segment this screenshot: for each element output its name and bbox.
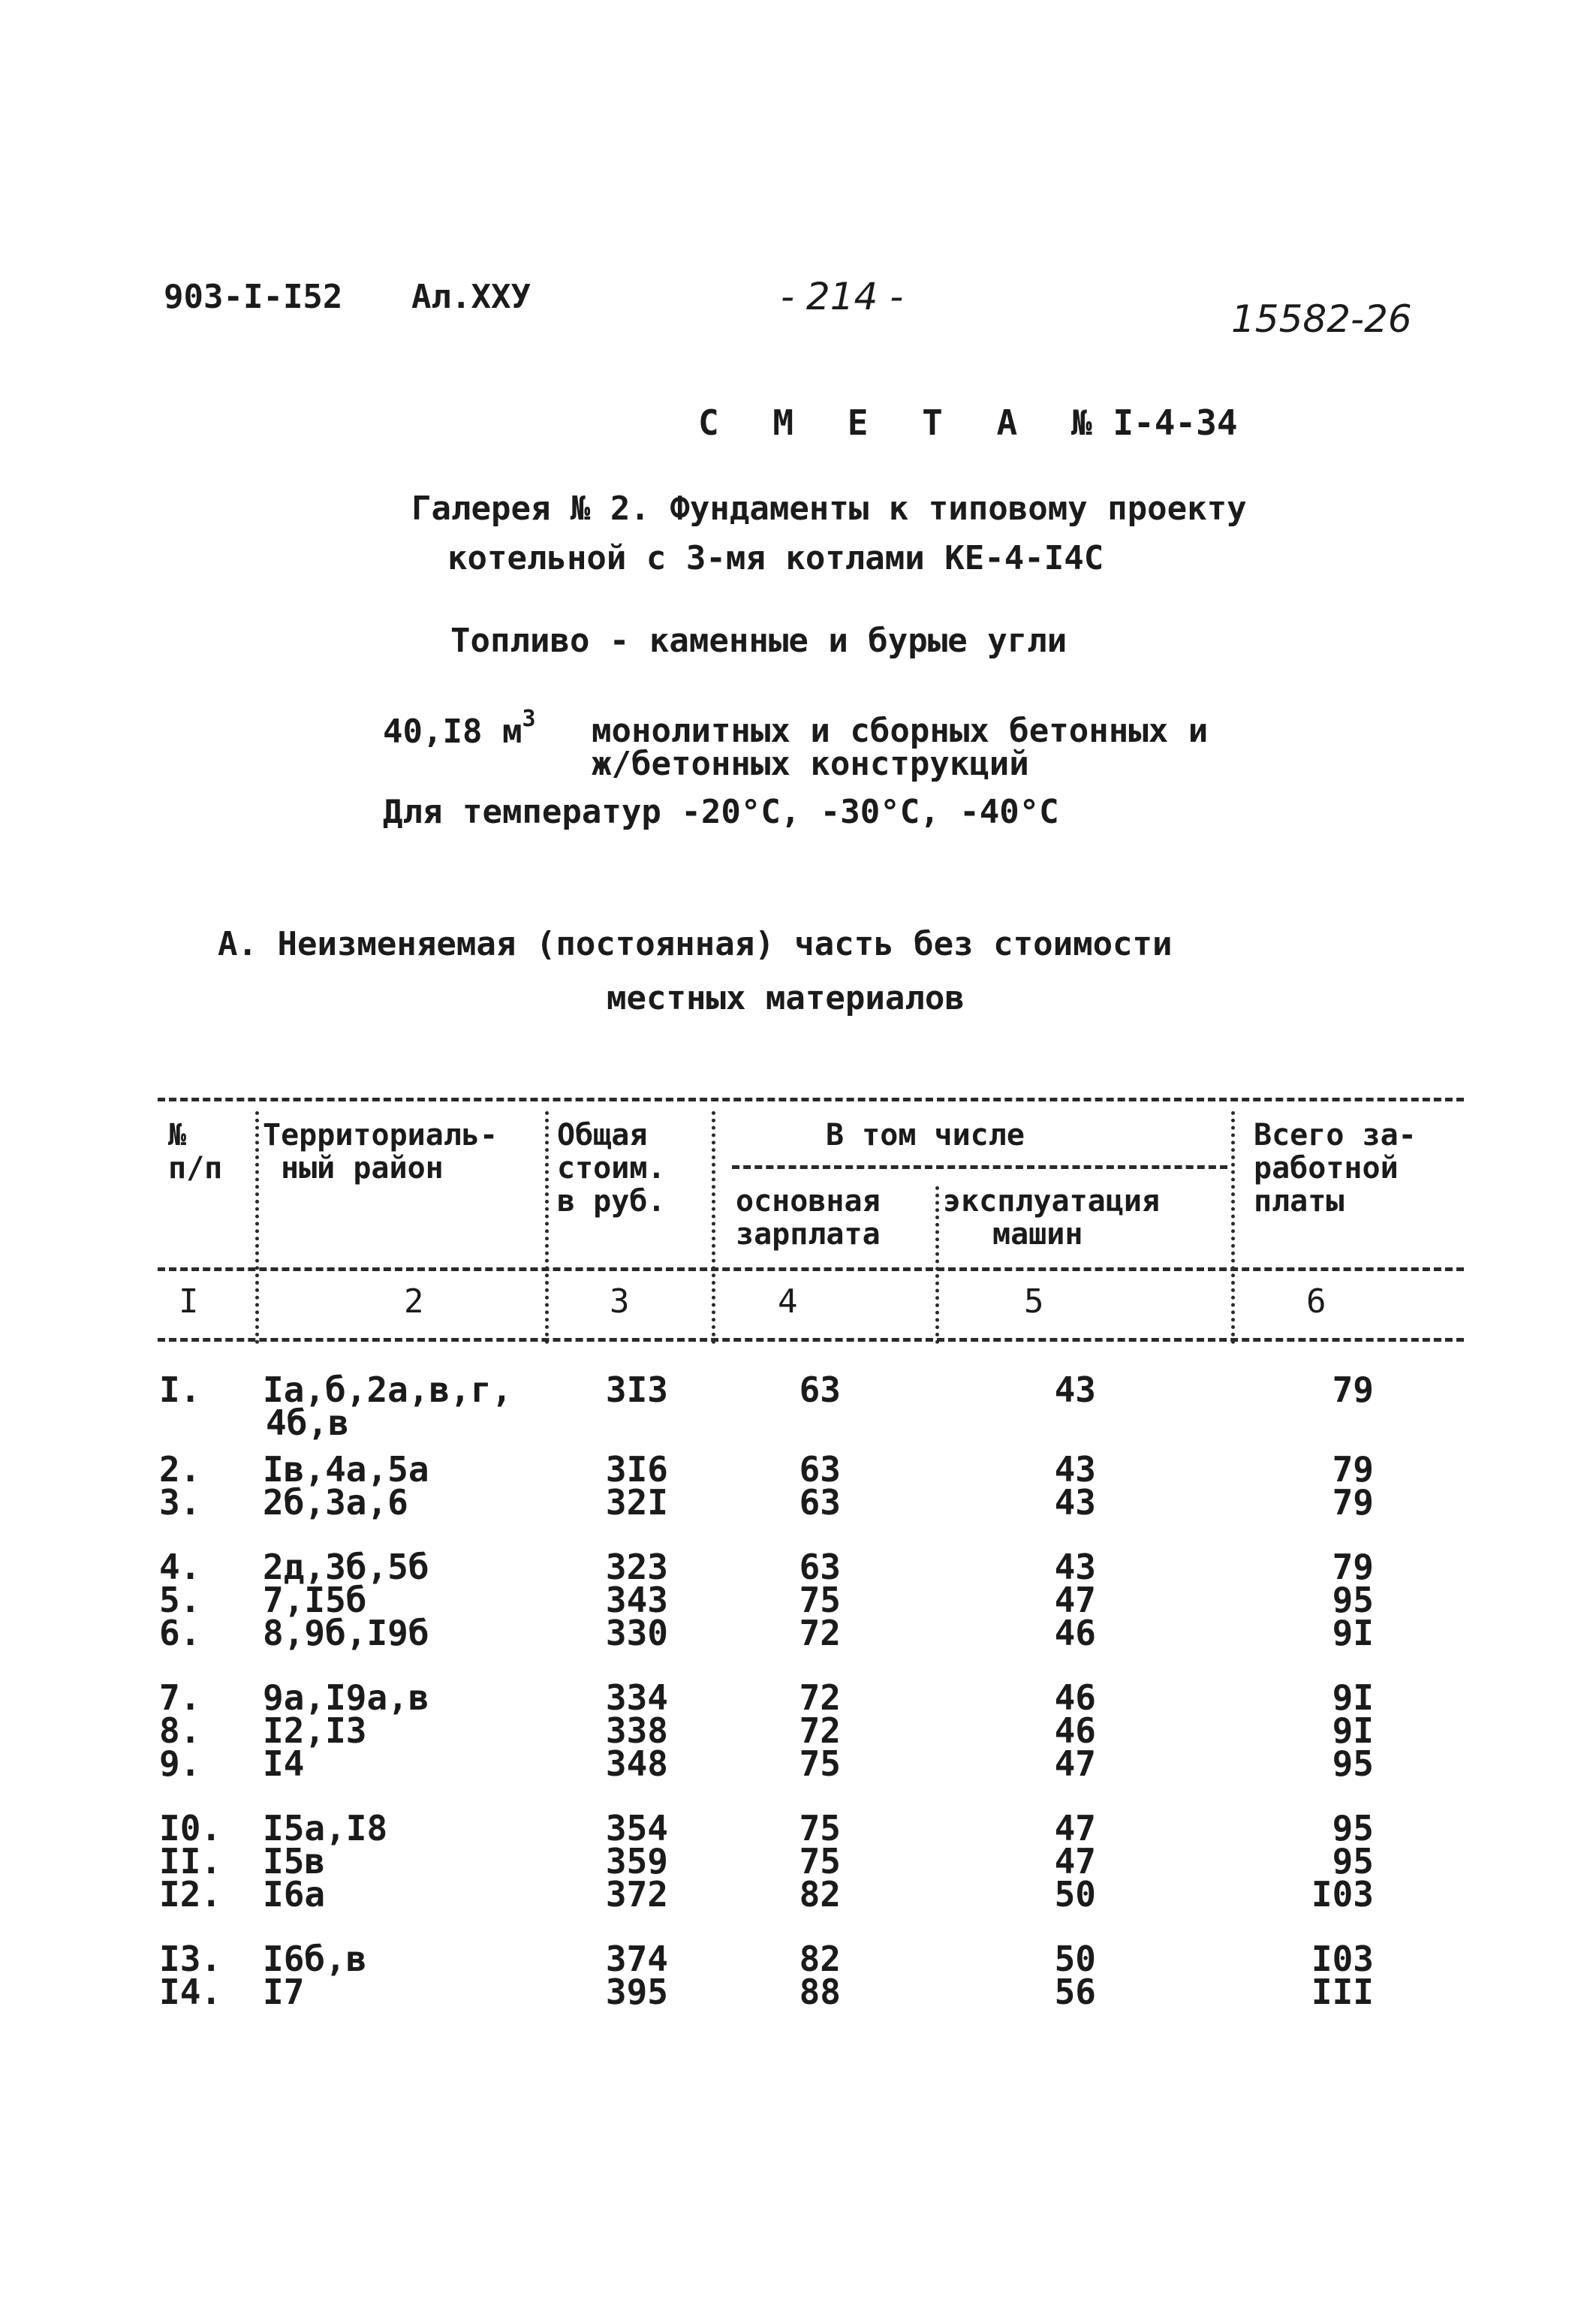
cell-number: 7. <box>159 1677 201 1718</box>
header-region-line-1: Территориаль- <box>263 1118 498 1152</box>
cell-number: II. <box>159 1841 222 1882</box>
cell-region: I5а,I8 <box>263 1808 388 1849</box>
cell-base-wage: 72 <box>799 1677 841 1718</box>
header-total-wage-line-3: платы <box>1254 1184 1345 1219</box>
cell-machines: 50 <box>1054 1874 1096 1915</box>
cell-base-wage: 75 <box>799 1743 841 1784</box>
cell-base-wage: 63 <box>799 1482 841 1523</box>
cell-number: 4. <box>159 1547 201 1587</box>
header-number-line-1: № <box>168 1118 187 1152</box>
title-label: С М Е Т А <box>698 402 1034 443</box>
temperature-line: Для температур -20°С, -30°С, -40°С <box>383 793 1059 831</box>
cell-region: I7 <box>263 1972 305 2012</box>
cell-base-wage: 63 <box>799 1369 841 1410</box>
description-line-1: Галерея № 2. Фундаменты к типовому проекту <box>411 490 1247 528</box>
header-region-line-2: ный район <box>281 1151 444 1186</box>
volume-description-2: ж/бетонных конструкций <box>592 745 1029 783</box>
cell-number: I0. <box>159 1808 222 1849</box>
column-separator-2 <box>545 1111 549 1344</box>
cell-machines: 46 <box>1054 1613 1096 1653</box>
cell-base-wage: 72 <box>799 1710 841 1751</box>
header-total-wage <box>1254 1119 1417 1218</box>
cell-machines: 43 <box>1054 1449 1096 1490</box>
cell-total-wage: 79 <box>1332 1449 1374 1490</box>
cell-region: 7,I5б <box>263 1580 367 1620</box>
cell-base-wage: 75 <box>799 1808 841 1849</box>
cell-base-wage: 88 <box>799 1972 841 2012</box>
header-total-wage-line-1: Всего за- <box>1254 1118 1417 1152</box>
section-heading-line-2: местных материалов <box>607 979 965 1017</box>
column-number-5: 5 <box>1024 1282 1044 1321</box>
cell-region: I6а <box>263 1874 326 1915</box>
cell-machines: 56 <box>1054 1972 1096 2012</box>
cell-region: I5в <box>263 1841 326 1882</box>
cell-number: I4. <box>159 1972 222 2012</box>
cell-total-cost: 343 <box>605 1580 668 1620</box>
cell-machines: 47 <box>1054 1808 1096 1849</box>
column-numbers-rule <box>158 1338 1464 1342</box>
header-region <box>263 1119 498 1185</box>
cell-region: Iа,б,2а,в,г, <box>263 1369 513 1410</box>
cell-number: I2. <box>159 1874 222 1915</box>
cell-region-continuation: 4б,в <box>266 1403 349 1443</box>
cell-total-cost: 348 <box>605 1743 668 1784</box>
cell-region: I2,I3 <box>263 1710 367 1751</box>
cell-total-wage: 95 <box>1332 1808 1374 1849</box>
cell-base-wage: 63 <box>799 1547 841 1587</box>
header-total-line-3: в руб. <box>557 1184 666 1219</box>
cell-total-wage: 79 <box>1332 1369 1374 1410</box>
cell-number: 5. <box>159 1580 201 1620</box>
cell-total-wage: 9I <box>1332 1677 1374 1718</box>
header-total-line-1: Общая <box>557 1118 648 1152</box>
header-total-line-2: стоим. <box>557 1151 666 1186</box>
cell-total-wage: 79 <box>1332 1482 1374 1523</box>
cell-total-wage: I03 <box>1311 1874 1374 1915</box>
cell-base-wage: 75 <box>799 1580 841 1620</box>
cell-base-wage: 75 <box>799 1841 841 1882</box>
header-machines-line-2: машин <box>992 1217 1083 1252</box>
header-number <box>168 1119 222 1185</box>
column-number-4: 4 <box>778 1282 798 1321</box>
volume-description-1: монолитных и сборных бетонных и <box>592 712 1209 750</box>
cell-region: Iв,4а,5а <box>263 1449 429 1490</box>
cell-total-cost: 3I6 <box>605 1449 668 1490</box>
page-number: - 214 - <box>781 275 904 318</box>
column-separator-5 <box>1231 1111 1235 1344</box>
cell-total-cost: 338 <box>605 1710 668 1751</box>
cell-total-cost: 395 <box>605 1972 668 2012</box>
cell-number: 6. <box>159 1613 201 1653</box>
document-title <box>698 402 1238 443</box>
section-heading-line-1: А. Неизменяемая (постоянная) часть без стоимости <box>218 925 1173 963</box>
column-number-1: I <box>179 1282 199 1321</box>
cell-number: 2. <box>159 1449 201 1490</box>
volume-value <box>383 706 536 751</box>
cell-number: I3. <box>159 1939 222 1979</box>
cell-region: 8,9б,I9б <box>263 1613 429 1653</box>
cell-total-cost: 32I <box>605 1482 668 1523</box>
cell-number: 3. <box>159 1482 201 1523</box>
cell-number: I. <box>159 1369 201 1410</box>
cell-total-cost: 359 <box>605 1841 668 1882</box>
cell-base-wage: 63 <box>799 1449 841 1490</box>
cell-total-wage: 95 <box>1332 1580 1374 1620</box>
inventory-stamp: 15582-26 <box>1231 297 1412 341</box>
cell-machines: 43 <box>1054 1547 1096 1587</box>
cell-total-wage: 95 <box>1332 1841 1374 1882</box>
cell-machines: 46 <box>1054 1710 1096 1751</box>
cell-total-cost: 323 <box>605 1547 668 1587</box>
header-base-wage <box>736 1185 881 1251</box>
column-number-3: 3 <box>610 1282 630 1321</box>
volume-number: 40,I8 м <box>383 713 522 751</box>
cell-total-wage: I03 <box>1311 1939 1374 1979</box>
header-total-cost <box>557 1119 666 1218</box>
cell-total-cost: 3I3 <box>605 1369 668 1410</box>
cell-total-cost: 372 <box>605 1874 668 1915</box>
volume-superscript: 3 <box>522 706 536 732</box>
column-separator-4 <box>935 1186 939 1344</box>
cell-region: 2д,3б,5б <box>263 1547 429 1587</box>
cell-region: I4 <box>263 1743 305 1784</box>
cell-machines: 43 <box>1054 1482 1096 1523</box>
title-number: № I-4-34 <box>1071 402 1238 443</box>
cell-total-wage: 95 <box>1332 1743 1374 1784</box>
cell-total-cost: 330 <box>605 1613 668 1653</box>
column-number-2: 2 <box>404 1282 424 1321</box>
cell-total-wage: 9I <box>1332 1613 1374 1653</box>
fuel-line: Топливо - каменные и бурые угли <box>450 622 1068 660</box>
header-bottom-rule <box>158 1267 1464 1271</box>
cell-total-wage: 79 <box>1332 1547 1374 1587</box>
column-separator-1 <box>255 1111 259 1344</box>
header-group-including: В том числе <box>826 1118 1025 1152</box>
group-header-rule <box>732 1165 1227 1169</box>
cell-total-wage: III <box>1311 1972 1374 2012</box>
cell-base-wage: 82 <box>799 1939 841 1979</box>
cell-machines: 47 <box>1054 1841 1096 1882</box>
cell-base-wage: 72 <box>799 1613 841 1653</box>
cell-total-cost: 334 <box>605 1677 668 1718</box>
album-number: Ал.XXУ <box>411 278 531 316</box>
table-top-rule <box>158 1098 1464 1101</box>
cell-region: 2б,3а,6 <box>263 1482 408 1523</box>
header-total-wage-line-2: работной <box>1254 1151 1399 1186</box>
cell-machines: 43 <box>1054 1369 1096 1410</box>
cell-total-cost: 374 <box>605 1939 668 1979</box>
cell-machines: 46 <box>1054 1677 1096 1718</box>
cell-machines: 50 <box>1054 1939 1096 1979</box>
cell-region: 9а,I9а,в <box>263 1677 429 1718</box>
header-base-wage-line-1: основная <box>736 1184 881 1219</box>
header-number-line-2: п/п <box>168 1151 223 1186</box>
cell-number: 9. <box>159 1743 201 1784</box>
cell-region: I6б,в <box>263 1939 367 1979</box>
cell-machines: 47 <box>1054 1743 1096 1784</box>
cell-machines: 47 <box>1054 1580 1096 1620</box>
cell-number: 8. <box>159 1710 201 1751</box>
cell-total-cost: 354 <box>605 1808 668 1849</box>
document-code: 903-I-I52 <box>164 278 343 316</box>
column-number-6: 6 <box>1306 1282 1326 1321</box>
column-separator-3 <box>712 1111 715 1344</box>
header-machines-line-1: эксплуатация <box>943 1184 1160 1219</box>
header-base-wage-line-2: зарплата <box>736 1217 881 1252</box>
cell-total-wage: 9I <box>1332 1710 1374 1751</box>
header-machines <box>943 1185 1160 1251</box>
cell-base-wage: 82 <box>799 1874 841 1915</box>
description-line-2: котельной с 3-мя котлами КЕ-4-I4С <box>447 539 1104 577</box>
